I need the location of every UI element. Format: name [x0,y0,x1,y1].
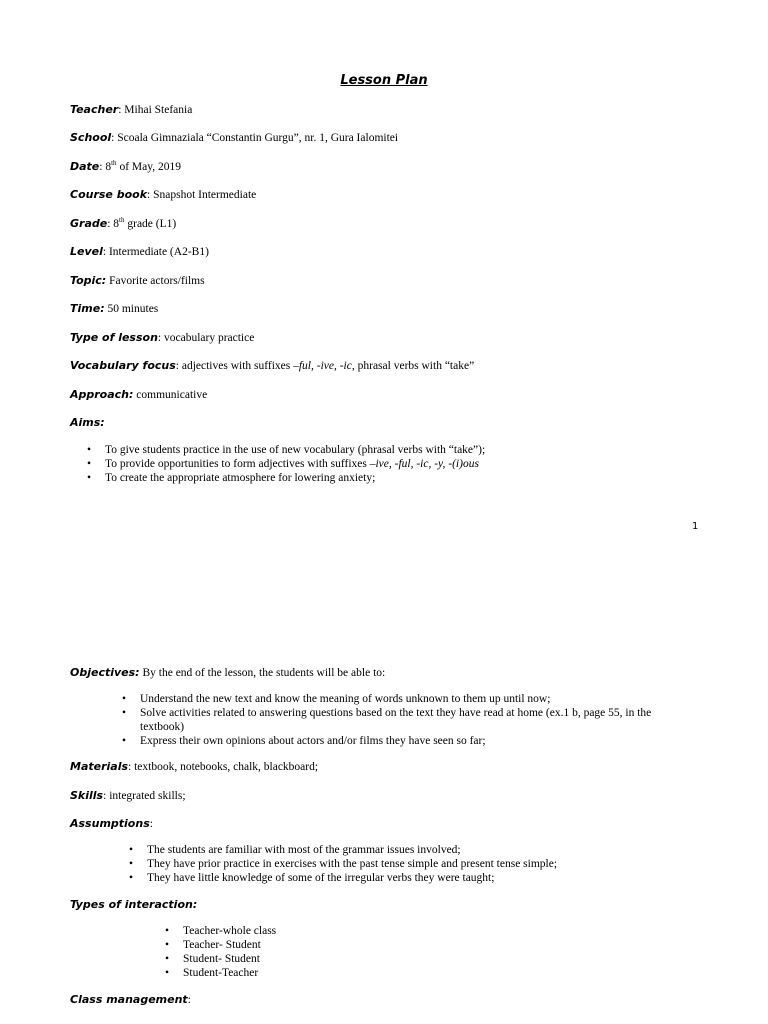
date-rest: of May, 2019 [116,161,181,173]
grade-line: Grade: 8th grade (L1) [70,216,177,230]
vocabulary-focus-suffixes: –ful, -ive, -ic [293,360,352,372]
list-item: • Teacher-whole class [183,924,276,938]
approach-label: Approach: [70,388,134,401]
teacher-line: Teacher: Mihai Stefania [70,103,193,116]
types-of-interaction-line [70,898,197,911]
course-book-label: Course book [70,188,148,201]
materials-label: Materials [70,760,129,773]
time-line [70,302,158,315]
types-of-interaction-label: Types of interaction: [70,898,198,911]
vocabulary-focus-post: , phrasal verbs with “take” [351,360,475,372]
teacher-value: Mihai Stefania [124,104,193,116]
type-of-lesson-value: vocabulary practice [163,332,255,344]
assumptions-list [147,843,557,885]
course-book-value: Snapshot Intermediate [153,189,257,201]
assumptions-label: Assumptions [70,817,150,830]
list-item: • Student- Student [183,952,276,966]
objectives-intro: By the end of the lesson, the students will be able to: [142,667,386,679]
grade-num: 8 [113,218,120,230]
objectives-label: Objectives: [70,666,140,679]
assumptions-line: Assumptions: [70,817,153,830]
aims-label: Aims: [70,416,105,429]
time-value: 50 minutes [107,303,159,315]
page-number: 1 [692,521,699,532]
type-of-lesson-line: Type of lesson: vocabulary practice [70,331,255,344]
vocabulary-focus-pre: adjectives with suffixes [181,360,294,372]
list-item: • Understand the new text and know the meaning of words unknown to them up until now; [140,692,651,706]
course-book-line: Course book: Snapshot Intermediate [70,188,257,201]
type-of-lesson-label: Type of lesson [70,331,158,344]
grade-suffix: th [119,216,125,225]
date-line: Date: 8th of May, 2019 [70,159,181,173]
skills-value: integrated skills; [109,790,186,802]
list-item: • They have prior practice in exercises with the past tense simple and present tense simple; [147,857,557,871]
list-item: • Solve activities related to answering questions based on the text they have read at home (ex.1 b, page 55, in the [140,706,651,720]
objectives-list [140,692,651,748]
skills-label: Skills [70,789,104,802]
time-label: Time: [70,302,105,315]
aims-line [70,416,105,429]
aims-list [105,443,485,485]
level-label: Level [70,245,103,258]
school-value: Scoala Gimnaziala “Constantin Gurgu”, nr. 1, Gura Ialomitei [117,132,399,144]
level-value: Intermediate (A2-B1) [108,246,209,258]
school-label: School [70,131,112,144]
list-item: • They have little knowledge of some of the irregular verbs they were taught; [147,871,557,885]
date-label: Date [70,160,100,173]
list-item: • To give students practice in the use of new vocabulary (phrasal verbs with “take”); [105,443,485,457]
grade-rest: grade (L1) [124,218,177,230]
materials-line: Materials: textbook, notebooks, chalk, blackboard; [70,760,319,773]
list-item-continuation: textbook) [140,721,185,733]
date-day: 8 [105,161,112,173]
approach-line [70,388,207,401]
grade-label: Grade [70,217,108,230]
list-item: • Student-Teacher [183,966,276,980]
class-management-line: Class management: [70,993,191,1006]
objectives-line [70,666,385,679]
class-management-label: Class management [70,993,188,1006]
list-item: • The students are familiar with most of the grammar issues involved; [147,843,557,857]
list-item: • To provide opportunities to form adjectives with suffixes –ive, -ful, -ic, -y, -(i)ous [105,457,485,471]
list-item: • Express their own opinions about actors and/or films they have seen so far; [140,734,651,748]
materials-value: textbook, notebooks, chalk, blackboard; [134,761,319,773]
school-line: School: Scoala Gimnaziala “Constantin Gurgu”, nr. 1, Gura Ialomitei [70,131,399,144]
date-day-suffix: th [111,159,117,168]
skills-line: Skills: integrated skills; [70,789,186,802]
approach-value: communicative [136,389,208,401]
topic-label: Topic: [70,274,107,287]
vocabulary-focus-label: Vocabulary focus [70,359,176,372]
teacher-label: Teacher [70,103,119,116]
vocabulary-focus-line: Vocabulary focus: adjectives with suffixes –ful, -ive, -ic, phrasal verbs with “take” [70,359,475,372]
level-line: Level: Intermediate (A2-B1) [70,245,209,258]
interaction-list [183,924,276,980]
list-item: • To create the appropriate atmosphere for lowering anxiety; [105,471,485,485]
topic-value: Favorite actors/films [109,275,205,287]
document-title: Lesson Plan [340,73,428,88]
topic-line [70,274,205,287]
list-item: • Teacher- Student [183,938,276,952]
